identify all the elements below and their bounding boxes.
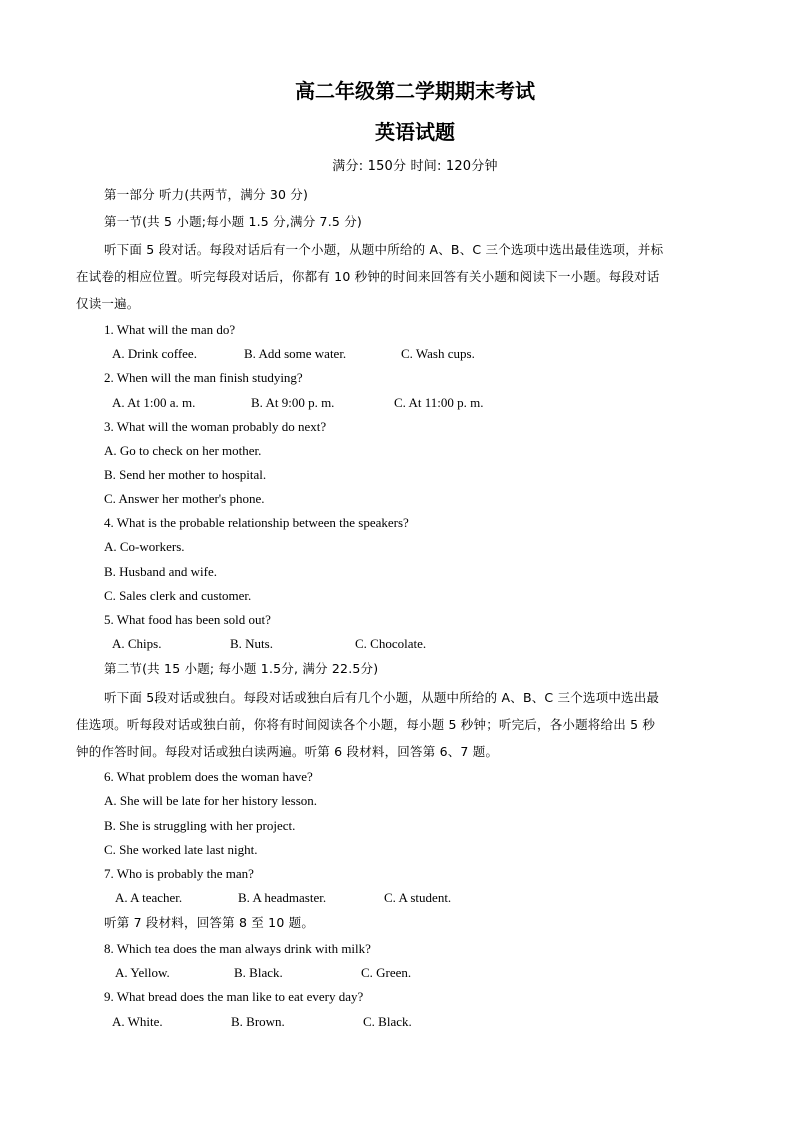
exam-title: 高二年级第二学期期末考试 [295, 79, 535, 103]
section1-instruction-line2: 在试卷的相应位置。听完每段对话后，你都有 10 秒钟的时间来回答有关小题和阅读下一小题。每段对话 [76, 269, 660, 284]
question-9: 9. What bread does the man like to eat every day? [104, 989, 364, 1004]
section2-instruction-line2: 佳选项。听每段对话或独白前，你将有时间阅读各个小题，每小题 5 秒钟；听完后，各小题将给出 5 秒 [76, 717, 656, 732]
q9-option-b: B. Brown. [231, 1014, 285, 1029]
q5-option-b: B. Nuts. [230, 636, 273, 651]
q6-option-a: A. She will be late for her history lesson. [104, 793, 318, 808]
question-7: 7. Who is probably the man? [104, 866, 254, 881]
section1-instruction-line3: 仅读一遍。 [76, 296, 140, 311]
q7-option-a: A. A teacher. [115, 890, 183, 905]
q3-option-b: B. Send her mother to hospital. [104, 467, 267, 482]
q1-option-b: B. Add some water. [244, 346, 347, 361]
q2-option-a: A. At 1:00 a. m. [112, 395, 196, 410]
q8-option-a: A. Yellow. [115, 965, 170, 980]
q4-option-a: A. Co-workers. [104, 539, 185, 554]
q8-option-c: C. Green. [361, 965, 412, 980]
q3-option-a: A. Go to check on her mother. [104, 443, 262, 458]
part1-heading: 第一部分 听力(共两节，满分 30 分) [104, 187, 309, 202]
question-1: 1. What will the man do? [104, 322, 236, 337]
q3-option-c: C. Answer her mother's phone. [104, 491, 265, 506]
section2-heading: 第二节(共 15 小题; 每小题 1.5分, 满分 22.5分) [104, 661, 379, 676]
q8-option-b: B. Black. [234, 965, 283, 980]
question-5: 5. What food has been sold out? [104, 612, 271, 627]
q2-option-b: B. At 9:00 p. m. [251, 395, 335, 410]
q7-option-b: B. A headmaster. [238, 890, 327, 905]
q2-option-c: C. At 11:00 p. m. [394, 395, 484, 410]
section1-instruction-line1: 听下面 5 段对话。每段对话后有一个小题，从题中所给的 A、B、C 三个选项中选出最佳选项，并标 [104, 242, 664, 257]
exam-meta: 满分: 150分 时间: 120分钟 [332, 159, 498, 174]
q9-option-c: C. Black. [363, 1014, 412, 1029]
q4-option-b: B. Husband and wife. [104, 564, 218, 579]
question-8: 8. Which tea does the man always drink with milk? [104, 941, 371, 956]
question-3: 3. What will the woman probably do next? [104, 419, 327, 434]
section2-instruction-line3: 钟的作答时间。每段对话或独白读两遍。听第 6 段材料，回答第 6、7 题。 [76, 744, 499, 759]
q5-option-a: A. Chips. [112, 636, 162, 651]
q9-option-a: A. White. [112, 1014, 163, 1029]
q1-option-a: A. Drink coffee. [112, 346, 197, 361]
q6-option-b: B. She is struggling with her project. [104, 818, 296, 833]
exam-subject: 英语试题 [375, 120, 455, 144]
q6-option-c: C. She worked late last night. [104, 842, 258, 857]
section2-note-passage7: 听第 7 段材料，回答第 8 至 10 题。 [104, 915, 315, 930]
q1-option-c: C. Wash cups. [401, 346, 475, 361]
q4-option-c: C. Sales clerk and customer. [104, 588, 252, 603]
q7-option-c: C. A student. [384, 890, 452, 905]
question-4: 4. What is the probable relationship between the speakers? [104, 515, 409, 530]
section2-instruction-line1: 听下面 5段对话或独白。每段对话或独白后有几个小题，从题中所给的 A、B、C 三个选项中选出最 [104, 690, 660, 705]
q5-option-c: C. Chocolate. [355, 636, 427, 651]
question-2: 2. When will the man finish studying? [104, 370, 303, 385]
section1-heading: 第一节(共 5 小题;每小题 1.5 分,满分 7.5 分) [104, 214, 362, 229]
question-6: 6. What problem does the woman have? [104, 769, 313, 784]
